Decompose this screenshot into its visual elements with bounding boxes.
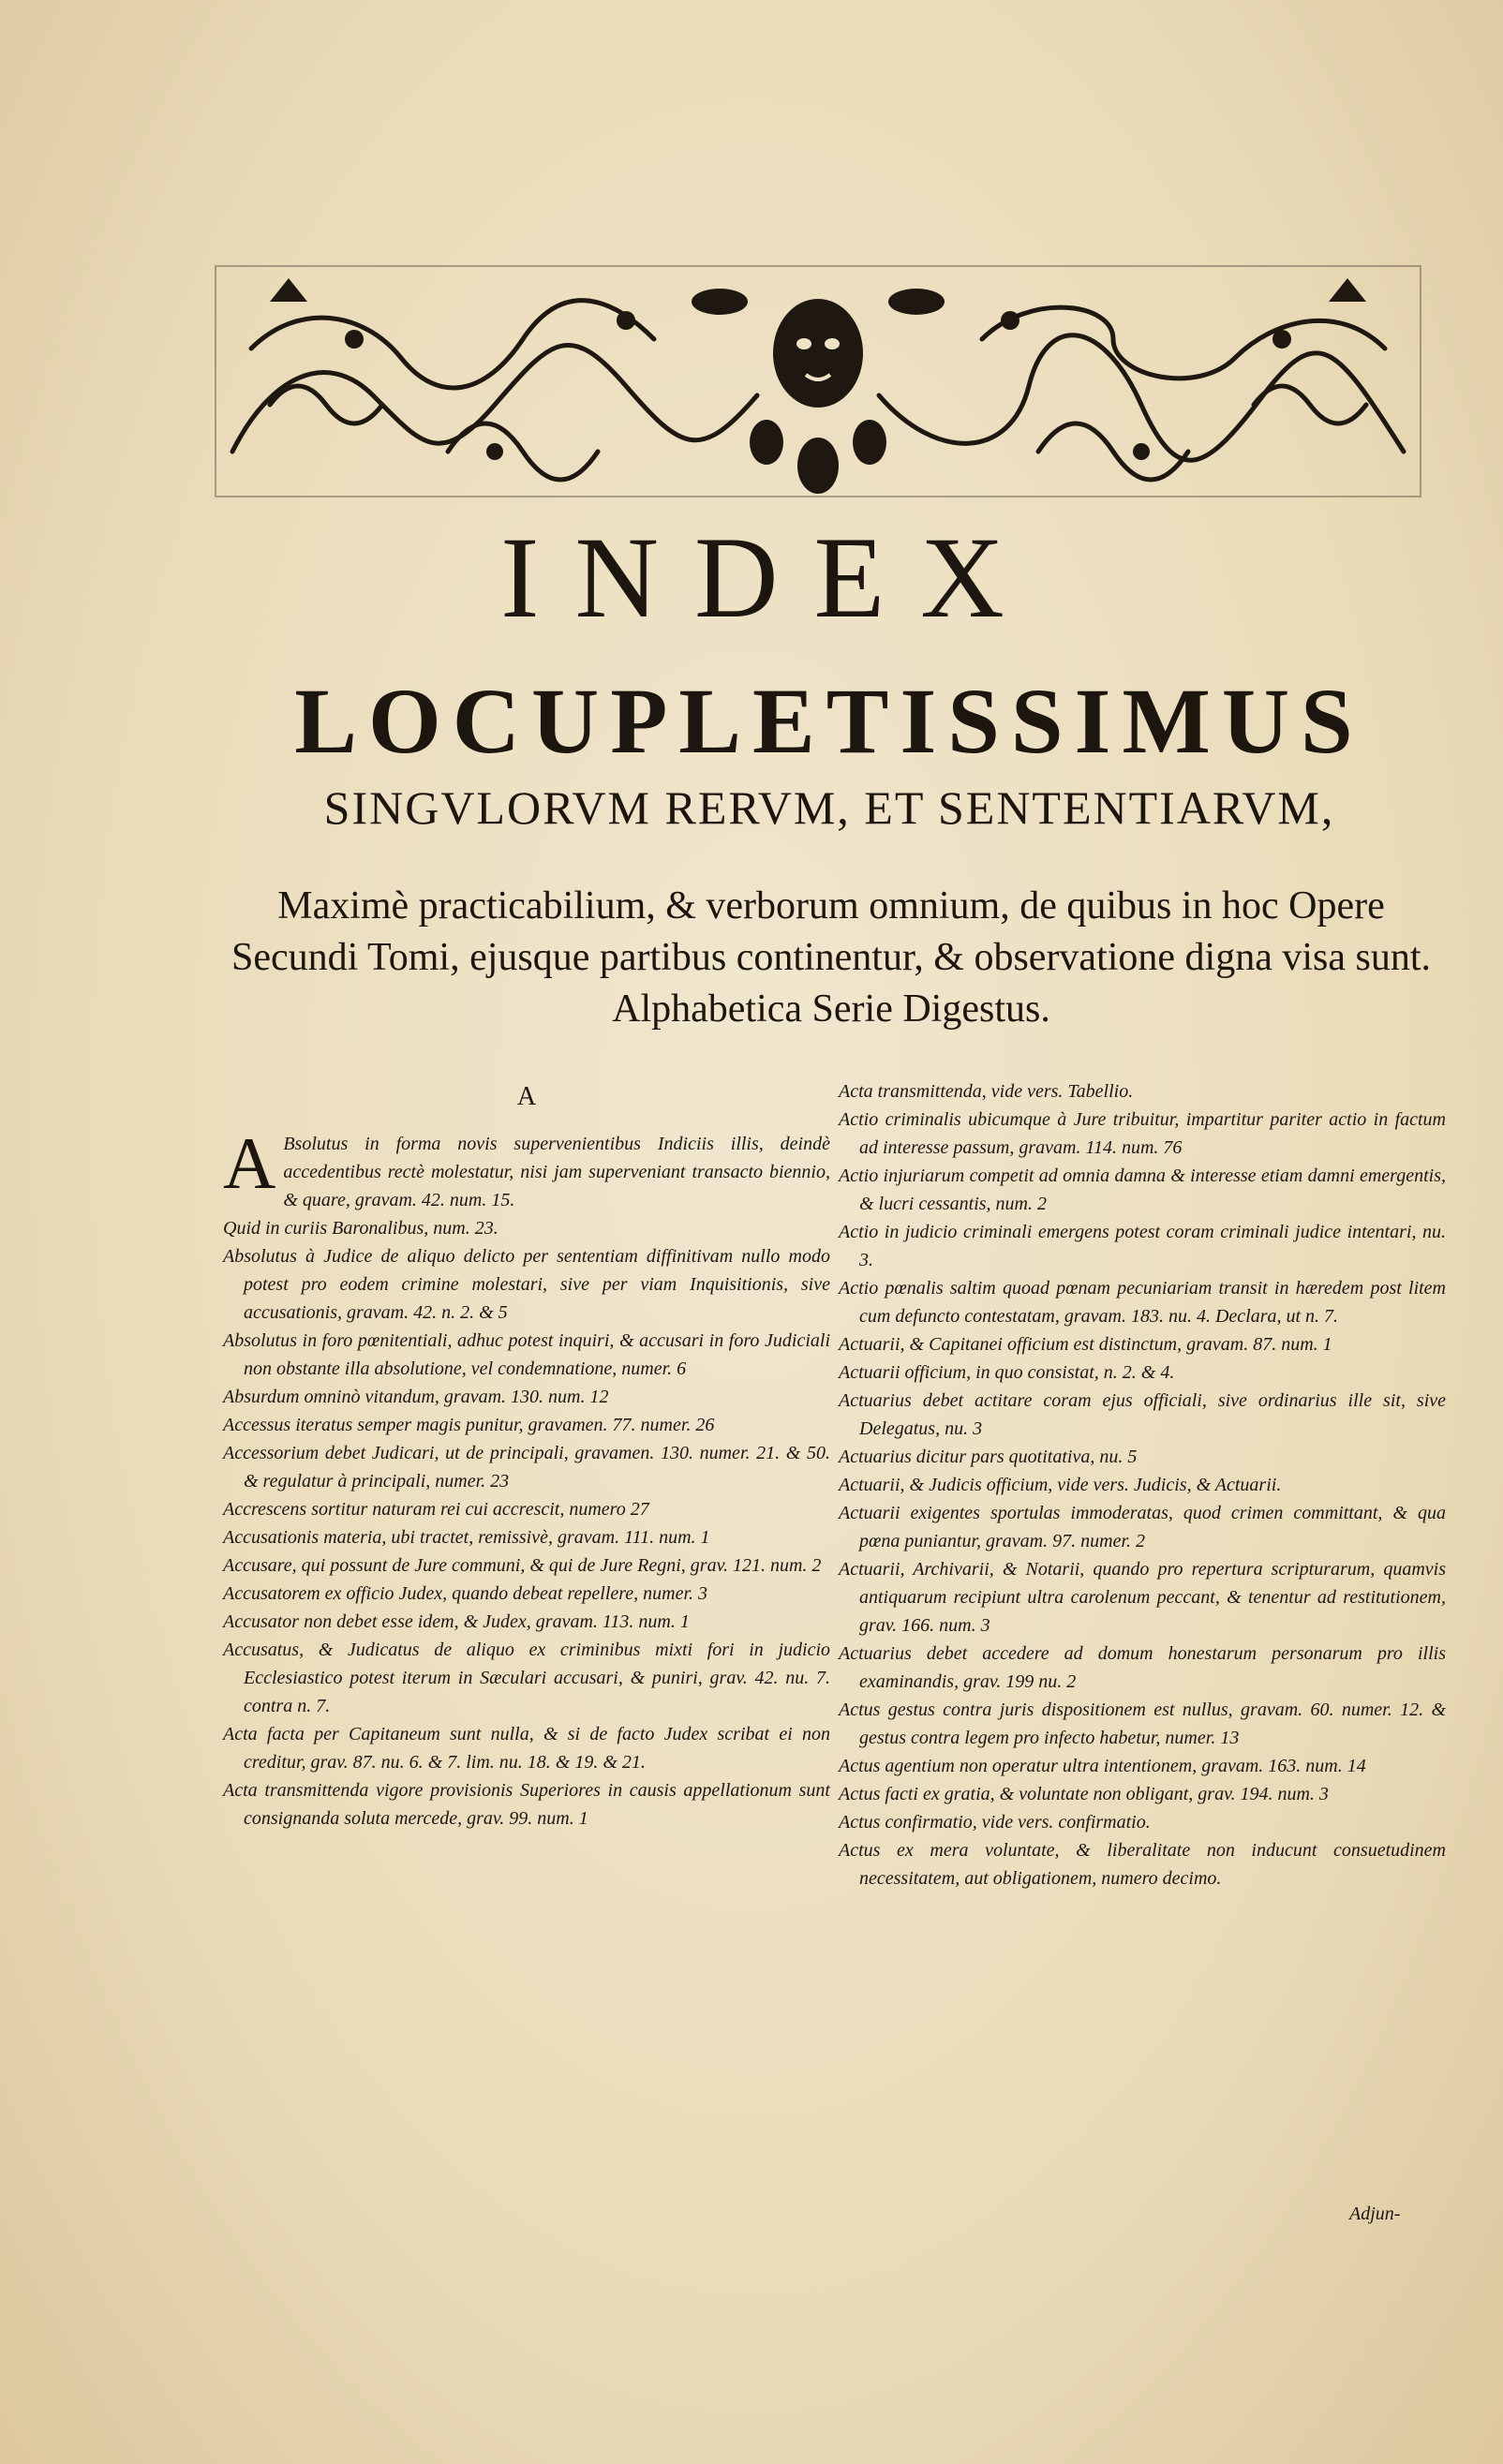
- index-entry: Accusationis materia, ubi tractet, remissivè, gravam. 111. num. 1: [223, 1527, 710, 1548]
- index-entry: Actuarii, & Judicis officium, vide vers. Judicis, & Actuarii.: [839, 1475, 1282, 1495]
- ornamental-headpiece: [214, 264, 1422, 498]
- index-entry: Accusare, qui possunt de Jure communi, & qui de Jure Regni, grav. 121. num. 2: [223, 1555, 822, 1576]
- index-entry: Actio injuriarum competit ad omnia damna & interesse etiam damni emergentis, & lucri cessantis, num. 2: [839, 1165, 1446, 1214]
- index-entry-text: Bsolutus in forma novis supervenientibus Indiciis illis, deindè accedentibus rectè molestatur, nisi jam superveniant transacto biennio, & quare, gravam. 42. num. 15.: [283, 1134, 830, 1210]
- foliage-ornament-icon: [214, 264, 1422, 498]
- drop-cap: A: [223, 1122, 276, 1204]
- index-entry: Actuarii exigentes sportulas immoderatas, quod crimen committant, & qua pœna puniantur, gravam. 97. numer. 2: [839, 1503, 1446, 1551]
- index-entry: [223, 1122, 830, 1214]
- index-entry: Actus confirmatio, vide vers. confirmatio.: [839, 1812, 1151, 1833]
- index-entry: Absurdum omninò vitandum, gravam. 130. num. 12: [223, 1387, 609, 1407]
- index-entry: Absolutus à Judice de aliquo delicto per sententiam diffinitivam nullo modo potest pro eodem crimine molestari, sive per viam Inquisitionis, sive accusationis, gravam. 42. n. 2. & 5: [223, 1246, 830, 1323]
- index-entry: Accusatus, & Judicatus de aliquo ex criminibus mixti fori in judicio Ecclesiastico potest iterum in Sæculari accusari, & puniri, grav. 42. nu. 7. contra n. 7.: [223, 1640, 830, 1716]
- index-entry: Absolutus in foro pœnitentiali, adhuc potest inquiri, & accusari in foro Judiciali non obstante illa absolutione, vel condemnatione, numer. 6: [223, 1330, 830, 1379]
- page-title: INDEX: [500, 513, 1040, 642]
- index-entry: Acta transmittenda vigore provisionis Superiores in causis appellationum sunt consignanda soluta mercede, grav. 99. num. 1: [223, 1780, 830, 1829]
- intro-text: Maximè practicabilium, & verborum omnium, de quibus in hoc Opere Secundi Tomi, ejusque partibus continentur, & observatione digna visa sunt. Alphabetica Serie Digestus.: [231, 884, 1432, 1031]
- index-column-left: [223, 1077, 830, 1833]
- page-subtitle: LOCUPLETISSIMUS: [294, 669, 1364, 773]
- index-entry: Acta facta per Capitaneum sunt nulla, & si de facto Judex scribat ei non creditur, grav. 87. nu. 6. & 7. lim. nu. 18. & 19. & 21.: [223, 1724, 830, 1773]
- index-entry: Actus ex mera voluntate, & liberalitate non inducunt consuetudinem necessitatem, aut obligationem, numero decimo.: [839, 1840, 1446, 1889]
- catchword: Adjun-: [1349, 2204, 1401, 2224]
- index-entry: Actuarii, Archivarii, & Notarii, quando pro repertura scripturarum, quamvis antiquarum recipiunt ultra carolenum peccant, & tenentur ad restitutionem, grav. 166. num. 3: [839, 1559, 1446, 1636]
- index-entry: Accrescens sortitur naturam rei cui accrescit, numero 27: [223, 1499, 649, 1520]
- index-entry: Actio pœnalis saltim quoad pœnam pecuniariam transit in hæredem post litem cum defuncto contestatam, gravam. 183. nu. 4. Declara, ut n. 7.: [839, 1278, 1446, 1327]
- index-entry: Actus agentium non operatur ultra intentionem, gravam. 163. num. 14: [839, 1756, 1366, 1776]
- index-entry: Actus facti ex gratia, & voluntate non obligant, grav. 194. num. 3: [839, 1784, 1329, 1804]
- letter-heading: A: [516, 1082, 537, 1111]
- index-entry: Actio in judicio criminali emergens potest coram criminali judice intentari, nu. 3.: [839, 1222, 1446, 1270]
- index-column-right: [839, 1077, 1446, 1893]
- index-entry: Actuarius dicitur pars quotitativa, nu. 5: [839, 1447, 1138, 1467]
- index-entry: Actuarii, & Capitanei officium est distinctum, gravam. 87. num. 1: [839, 1334, 1332, 1355]
- index-entry: Accessus iteratus semper magis punitur, gravamen. 77. numer. 26: [223, 1415, 715, 1435]
- index-entry: Accusator non debet esse idem, & Judex, gravam. 113. num. 1: [223, 1611, 690, 1632]
- index-entry: Acta transmittenda, vide vers. Tabellio.: [839, 1081, 1134, 1102]
- index-entry: Actus gestus contra juris dispositionem est nullus, gravam. 60. numer. 12. & gestus contra legem pro infecto habetur, numer. 13: [839, 1700, 1446, 1748]
- index-entry: Quid in curiis Baronalibus, num. 23.: [223, 1218, 499, 1239]
- index-entry: Actuarius debet actitare coram ejus officiali, sive ordinarius ille sit, sive Delegatus, nu. 3: [839, 1390, 1446, 1439]
- index-entry: Actuarius debet accedere ad domum honestarum personarum pro illis examinandis, grav. 199 nu. 2: [839, 1643, 1446, 1692]
- page-subtitle-second: SINGVLORVM RERVM, ET SENTENTIARVM,: [323, 781, 1335, 834]
- index-entry: Accusatorem ex officio Judex, quando debeat repellere, numer. 3: [223, 1583, 708, 1604]
- index-entry: Actio criminalis ubicumque à Jure tribuitur, impartitur pariter actio in factum ad interesse passum, gravam. 114. num. 76: [839, 1109, 1446, 1158]
- index-entry: Accessorium debet Judicari, ut de principali, gravamen. 130. numer. 21. & 50. & regulatur à principali, numer. 23: [223, 1443, 830, 1492]
- index-entry: Actuarii officium, in quo consistat, n. 2. & 4.: [839, 1362, 1175, 1383]
